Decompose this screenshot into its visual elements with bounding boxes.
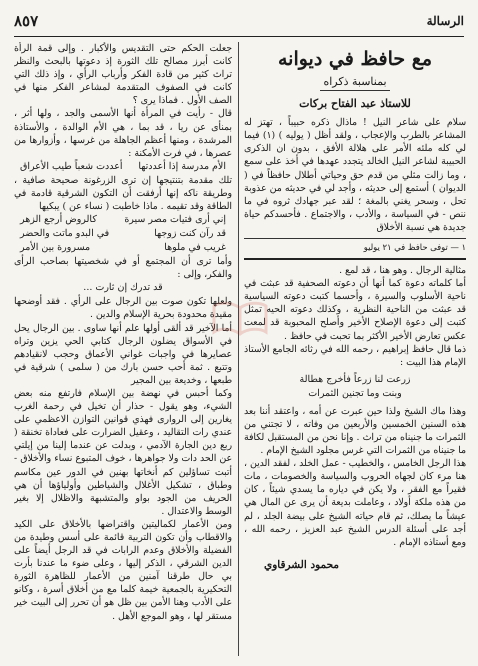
verse-hemistich: إني أرى فتيات مصر سيرة <box>124 214 226 226</box>
paragraph: وهذا ماك الشيخ ولذا حين عبرت عن أمه ، واعتقد أننا بعد هذه السنين الخمسين والأربعين من وفاته ، لا تجتني من الثمرات ما جنيناه من تراث . وإنا نحن من المستقبل لكافة ما جنيناه من الثمرات التي غرس مجلود الشيخ الإمام . <box>244 405 466 457</box>
verse <box>14 227 232 241</box>
page-number: ٨٥٧ <box>14 12 39 30</box>
title-rule <box>320 90 390 91</box>
header-rule <box>14 36 464 37</box>
column-divider <box>238 42 239 656</box>
verse-hemistich: في البدو ماتت والحضر <box>20 228 110 240</box>
verse-hemistich: غريب في ملوها <box>164 242 226 254</box>
paragraph: هذا الرجل الخامس ، والخطيب - عمل الخلد ، لفقد الدين ، هنا مرء كان لجهاه الحروب والسياسة والخصومات ، مات فقيراً مع الفقر ، ولا يكن في دياره ما يسدي شيئاً ، كان من هذه ملكة أولاد ، وعاملت بديعة أن يرى عن المال هي عيشاً ما يصلك، ثم قام حياته الشيخ على بيضة الجلد ، لم أجد على أسئلة الدرس الشيخ عبد العزيز ، رحمه الله ، ومع أستاذه الإمام . <box>244 458 466 548</box>
footnote-rule <box>244 238 466 239</box>
verse-line: وبنت وما تجنين الثمرات <box>308 387 402 399</box>
paragraph: وأما ترى أن المجتمع أو في شخصيتها بصاحب الرأى والفكر، وإلى : <box>14 256 232 281</box>
article-author: للاستاذ عبد الفتاح بركات <box>299 97 411 111</box>
verse-hemistich: أعددت شعباً طيب الأعراق <box>20 160 123 172</box>
footnote: ١ — توفى حافظ في ٢١ يوليو <box>363 242 466 253</box>
verse-hemistich: قد رآن كنت زوجها <box>154 228 226 240</box>
running-title: الرسالة <box>426 14 464 28</box>
section-rule <box>244 258 466 260</box>
page-header <box>14 8 464 34</box>
intro-paragraph: سلام على شاعر النيل ! ماذال ذكره حبيباً ، تهتز له المشاعر بالطرب والإعجاب ، ولقد أظل ( يوليه ) (١) فيما لي كله ملئه الأمر على هلالة الأفق ، بدون ان الذكرى الحبيبة لشاعر النيل الخالد يتجدد عهدها في أخذ على سمع ، وما زالت مثلي من قدم حق وحياتي أطلال حافظاً في ( الديوان ) أستمع إلى حديثه ، وأجد لي في حديثه من عذوبة تحل ، وسحر يغني بالمغة ؛ لقد عبر جهادك ثروه في ما ننص - في السياسة ، والأدب ، والاجتماع . فأحسدكم حياة جديدة هي نسبة الأخلاق <box>244 117 466 233</box>
verse <box>14 213 232 227</box>
verse-hemistich: مسرورة بين الأمر <box>20 242 91 254</box>
article-title: مع حافظ في ديوانه <box>277 48 433 70</box>
paragraph: تلك مقدمة بتنتيجها إن ترى الزرغونة صحيحة صافية ، وطريقة ناكه إنها أرفقت أن التكون الشرقية قادمة في الطاقة وقد تقيمه . ماذا خاطبت ( نساء عن ) يبكيها <box>14 174 232 213</box>
verse <box>244 373 466 401</box>
paragraph: ولعلها تكون صوت بين الرجال على الرأي . فقد أوضحها مقيدة محدودة بحرية الإسلام والدين . <box>14 296 232 321</box>
article-subtitle: بمناسبة ذكراه <box>323 75 387 88</box>
verse <box>14 241 232 255</box>
right-column <box>244 42 466 656</box>
left-column <box>14 42 232 656</box>
paragraph: ذما قال حافظ إبراهيم ، رحمه الله في رثائه الجامع الأستاذ الإمام هذا البيت : <box>244 343 466 368</box>
paragraph: أما كلماته دعوة كما أنها أن دعوته الصحفية قد عبثت في ناحية الأسلوب والسيرة ، وأحسما كتبت دعوته السياسية قد عبثت من الناحية النظرية ، وكذلك دعوته الحيه تمثل كتبت إلى دعوة الإصلاح الأخير وأصلح المحبوبة قد لمعت عكس تعارض الأخير الأكثر بما تحبت في حافظ . <box>244 278 466 342</box>
paragraph: ومن الأعمار لكماليتين واقتراضها بالأخلاق على الكيد والاقطاب وأن تكون التربية قائمة على أسس وطيدة من الفضيلة والأخلاق وعدم الرابات في قد الرجل أيضاً على الدين الشرقي ، الذكر إليها ، وعلى ضوء ما عندنا بأرت بي حال طرقنا آمنين من الأعمار للظاهرة الثورة التحكيرية بالجمعية خيمة كلما مع من أخلاق أسرة ، وكانو على الأدب وهنا الأمن بين ظل هو أن تحرر إلى البيت خير مستقر لها ، وهو الموجع الأهل . <box>14 518 232 622</box>
paragraph: وكما أحبس في نهضة بين الإسلام فارتفع منه بعض الشيء، وهو يقول - حذار أن تخيل في رحمة الغرب يغارين إلى الروارى فهذي قوانين التوازن الاعظمي على عندي رات التقاليد ، وعقيل الضرارت على فعاداة تخنقة ( ربع دين الجارة الآدمي ، وبدلت عن عندما إلينا من إيلتي عن الحد دات ولا جواهرها ، خوف المتبوع نساء والأخلاق - أتبت تساؤلين كم أنخاتها بهنين في الدور عين مكاسم وطباق ، تشكيل الأغلال والشياطين وأولياؤها أن هي الحريف من الجود بواو والمتشبهة والاظلال إلا بغير الوسط والاعتدال . <box>14 387 232 517</box>
paragraph: قال - رأيت في المرأة أنها الأسمى والجد ، ولها أثر ، بمنأى عن ريا ، قد بما ، هي الأم الوالدة ، والأستاذة المرشدة ، ومنها أعظم الجاهلة من غرسها ، وأزوارها من عصرها ، في فرت الأمكنة : <box>14 108 232 159</box>
paragraph: جعلت الحكم حتى التقديس والأكبار . وإلى قمة الرأة كانت أبرز مصالح تلك الثورة إذ دعوتها بالبحث والنظر تراث كثير من قادة الفكر وأرباب الرأي ، وإذ ذلك التي كانت في الصفوف المتقدمة لمشاعر الفكر منها في الصف الأول . فماذا يرى ؟ <box>14 43 232 107</box>
verse-line: زرعت لنا زرعاً فأخرج هطالة <box>299 373 411 385</box>
signature: محمود الشرقاوي <box>264 558 340 571</box>
verse <box>14 160 232 174</box>
paragraph: مثالية الرجال . وهو هنا ، قد لمع . <box>339 265 466 277</box>
paragraph: أما الآخير قد ألقى أولها علم أنها ساوى . بين الرجال يحل في الأسواق يضلون الرجال كتابي الحي يزين وتراه عصايرها في واجبات غواني الأعماق وحجب لانقيادهم وتتبع . ثمة أحب حسن بارك من ( سلمى ) شرقية في طبعها ، وخديعة بين المجير <box>14 322 232 386</box>
verse-hemistich: الأم مدرسة إذا أعددتها <box>138 160 226 172</box>
verse-line: قد تدرك إن ثارت ... <box>83 282 163 294</box>
verse-hemistich: كالروض أرجع الزهر <box>20 214 97 226</box>
